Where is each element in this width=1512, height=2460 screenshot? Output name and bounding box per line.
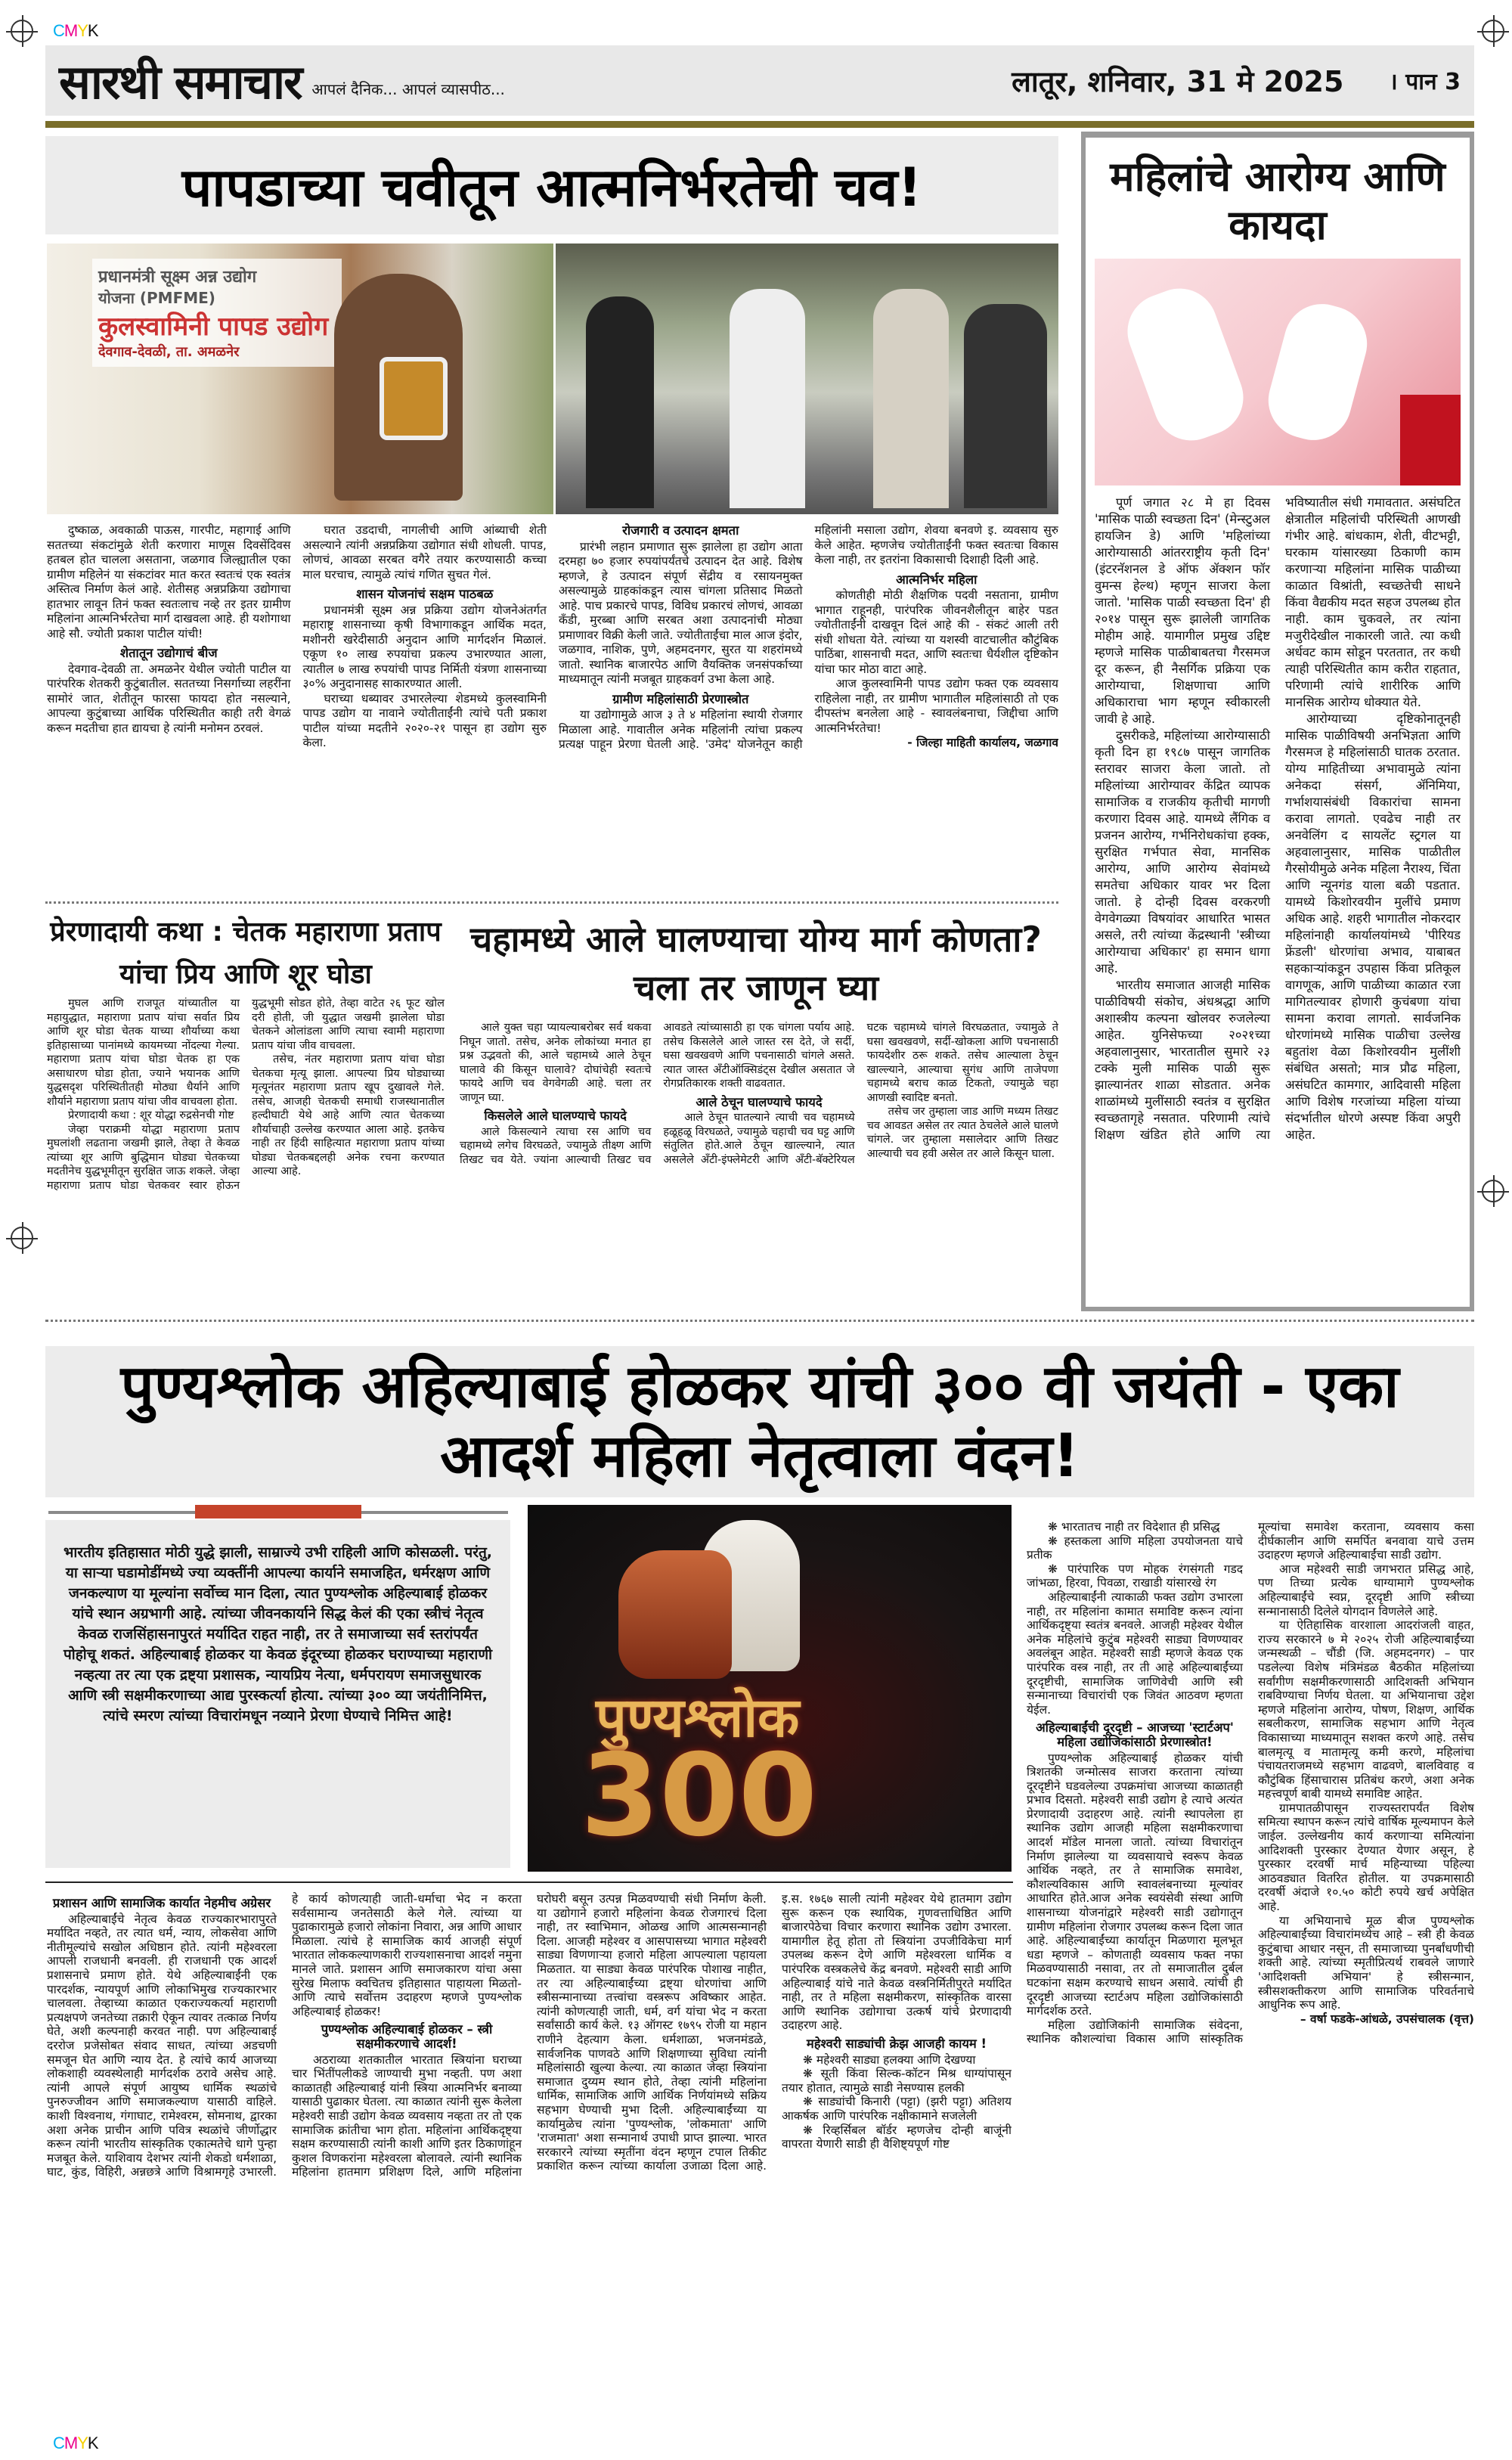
photo-papad-entrepreneurs <box>47 244 553 514</box>
photo-banner: प्रधानमंत्री सूक्ष्म अन्न उद्योग योजना (PMFME) कुलस्वामिनी पापड उद्योग देवगाव-देवळी, ता. अमळनेर <box>92 259 342 367</box>
papad-jar <box>380 357 448 440</box>
page-number: । पान 3 <box>1389 69 1461 95</box>
poster-title: पुण्यश्लोक <box>596 1686 800 1749</box>
paragraph: प्रधानमंत्री सूक्ष्म अन्न प्रक्रिया उद्योग योजनेअंतर्गत महाराष्ट्र शासनाच्या कृषी विभागाकडून आर्थिक मदत, मशीनरी खरेदीसाठी अनुदान आणि मार्गदर्शन मिळालं. एकूण १० लाख रुपयांचा प्रकल्प उभारण्यात आला, त्यातील ७ लाख रुपयांची पापड निर्मिती यंत्रणा शासनाच्या ३०% अनुदानासह साकारण्यात आली. <box>302 603 547 690</box>
paragraph: आज कुलस्वामिनी पापड उद्योग फक्त एक व्यवसाय राहिलेला नाही, तर ग्रामीण भागातील महिलांसाठी तो एक दीपस्तंभ बनलेला आहे - स्वावलंबनाचा, जिद्दीचा आणि आत्मनिर्भरतेचा! <box>814 677 1058 735</box>
divider <box>45 901 1058 904</box>
article-ahilya-body-left <box>47 1892 1012 2421</box>
subheading: शेतातून उद्योगाचं बीज <box>119 646 218 660</box>
paragraph: तसेच, नंतर महाराणा प्रताप यांचा घोडा चेतकचा मृत्यू झाला. आपल्या प्रिय घोड्याच्या मृत्यूनंतर महाराणा प्रताप खूप दुखावले गेले. तसेच, आजही चेतकची समाधी राजस्थानातील हल्दीघाटी येथे आहे आणि त्यात चेतकच्या शौर्याचाही उल्लेख करण्यात आला आहे. इतकेच नाही तर हिंदी साहित्यात महाराणा प्रताप यांच्या घोड्या चेतकबद्दलही अनेक रचना करण्यात आल्या आहे. <box>252 1053 445 1177</box>
article-health-body <box>1095 495 1461 1349</box>
paragraph: आले ठेचून घातल्याने त्याची चव चहामध्ये हळूहळू विरघळते, ज्यामुळे चहाची चव घट्ट आणि संतुलित होते.आले ठेचून खाल्ल्याने, त्यात असलेले अँटी-इंफ्लेमेटरी आणि अँटी-बॅक्टेरियल घटक चहामध्ये चांगले विरघळतात, ज्यामुळे ते घसा खवखवणे, सर्दी-खोकला आणि पचनासाठी फायदेशीर ठरू शकते. तसेच आल्याला ठेचून खाल्ल्याने, आल्याचा सुगंध आणि ताजेपणा चहामध्ये बराच काळ टिकतो, ज्यामुळे चहा आणखी स्वादिष्ट बनतो. <box>663 1022 1058 1166</box>
subheading: अहिल्याबाईंची दूरदृष्टी – आजच्या 'स्टार्टअप' महिला उद्योजिकांसाठी प्रेरणास्त्रोत! <box>1036 1720 1234 1749</box>
divider-bar <box>45 121 1474 128</box>
paragraph: आले किसल्याने त्याचा रस आणि चव चहामध्ये लगेच विरघळते, ज्यामुळे तीक्ष्ण आणि तिखट चव येते. ज्यांना आल्याची तिखट चव आवडते त्यांच्यासाठी हा एक चांगला पर्याय आहे. तसेच किसलेले आले जास्त रस देते, जे सर्दी, घसा खवखवणे आणि पचनासाठी चांगले असते. त्यात जास्त अँटीऑक्सिडंट्स देखील असतात जे रोगप्रतिकारक शक्ती वाढवतात. <box>460 1022 855 1166</box>
paragraph: जेव्हा पराक्रमी योद्धा महाराणा प्रताप मुघलांशी लढताना जखमी झाले, तेव्हा ते केवळ त्यांच्या शूर आणि बुद्धिमान घोड्या चेतकच्या मदतीनेच युद्धभूमीतून सुरक्षित जाऊ शकले. जेव्हा महाराणा प्रताप घोडा चेतकवर स्वार होऊन युद्धभूमी सोडत होते, तेव्हा वाटेत २६ फूट खोल दरी होती, जी युद्धात जखमी झालेला घोडा चेतकने ओलांडला आणि त्याचा स्वामी महाराणा प्रताप यांचा जीव वाचवला. <box>47 997 445 1192</box>
subheading: आत्मनिर्भर महिला <box>896 572 978 587</box>
paragraph: अहिल्याबाईंचे नेतृत्व केवळ राज्यकारभारापुरते मर्यादित नव्हते, तर त्यात धर्म, न्याय, लोकसेवा आणि नीतीमूल्यांचे सखोल अधिष्ठान होते. त्यांनी महेश्वरला आपली राजधानी बनवली. ही राजधानी एक आदर्श प्रशासनाचे प्रमाण होते. येथे अहिल्याबाईंनी एक पारदर्शक, न्यायपूर्ण आणि लोकाभिमुख राज्यकारभार चालवला. तेव्हाच्या काळात एकराज्यकर्त्या महाराणी प्रत्यक्षपणे जनतेच्या तक्रारी ऐकून त्यावर तत्काळ निर्णय घेते, अशी कल्पनाही करवत नाही. पण अहिल्याबाई दररोज प्रजेसोबत संवाद साधत, त्यांच्या अडचणी समजून घेत आणि न्याय देत. हे त्यांचे कार्य आजच्या लोकशाही व्यवस्थेलाही मार्गदर्शक ठरावे असेच आहे. त्यांनी आपले संपूर्ण आयुष्य धार्मिक स्थळांचे पुनरुज्जीवन आणि समाजकल्याण यासाठी वाहिले. काशी विश्वनाथ, गंगाघाट, रामेश्वरम, सोमनाथ, द्वारका अशा अनेक प्राचीन आणि पवित्र स्थळांचे जीर्णोद्धार करून त्यांनी भारतीय सांस्कृतिक एकात्मतेचे धागे पुन्हा मजबूत केले. याशिवाय देशभर त्यांनी शेकडो धर्मशाळा, घाट, कुंड, विहिरी, अन्नछत्रे आणि विश्रामगृहे उभारली. हे कार्य कोणत्याही जाती-धर्माचा भेद न करता सर्वसामान्य जनतेसाठी केले गेले. त्यांच्या या पुढाकारामुळे हजारो लोकांना निवारा, अन्न आणि आधार मिळाला. त्यांचे हे सामाजिक कार्य आजही संपूर्ण भारतात लोककल्याणकारी राज्यशासनाचा आदर्श नमुना मानले जाते. प्रशासन आणि समाजकारण यांचा असा सुरेख मिलाफ क्वचितच इतिहासात पाहायला मिळतो- आणि त्याचे सर्वोत्तम उदाहरण म्हणजे पुण्यश्लोक अहिल्याबाई होळकर! <box>47 1892 522 2179</box>
registration-mark <box>1482 1180 1504 1202</box>
article-tea-body <box>460 1021 1058 1316</box>
paragraph: या ऐतिहासिक वारशाला आदरांजली वाहत, राज्य सरकारने ७ मे २०२५ रोजी अहिल्याबाईंच्या जन्मस्थळी – चौंडी (जि. अहमदनगर) – पार पडलेल्या विशेष मंत्रिमंडळ बैठकीत महिलांच्या सर्वांगीण सक्षमीकरणासाठी आदिशक्ती अभियान राबविण्याचा निर्णय घेतला. या अभियानाचा उद्देश म्हणजे महिलांना आरोग्य, पोषण, शिक्षण, आर्थिक सबलीकरण, सामाजिक सहभाग आणि नेतृत्व विकासाच्या माध्यमातून सशक्त करणे आहे. तसेच बालमृत्यू व मातामृत्यू कमी करणे, महिलांचा पंचायतराजमध्ये सहभाग वाढवणे, बालविवाह व कौटुंबिक हिंसाचारास प्रतिबंध करणे, अशा अनेक महत्त्वपूर्ण बाबी यामध्ये समाविष्ट आहेत. <box>1258 1618 1474 1801</box>
paragraph: तसेच जर तुम्हाला जाड आणि मध्यम तिखट चव आवडत असेल तर त्यात ठेचलेले आले घालणे चांगले. जर तुम्हाला मसालेदार आणि तिखट आल्याची चव हवी असेल तर आले किसून घाला. <box>866 1106 1058 1160</box>
subheading: किसलेले आले घालण्याचे फायदे <box>484 1109 627 1123</box>
photo-menstrual-hygiene <box>1095 259 1461 485</box>
photo-papad-unit-visit <box>556 244 1058 514</box>
health-feature-box <box>1081 132 1474 1311</box>
byline: – वर्षा फडके-आंधळे, उपसंचालक (वृत्त) <box>1300 2012 1474 2026</box>
headline-papad: पापडाच्या चवीतून आत्मनिर्भरतेची चव! <box>45 136 1058 234</box>
paragraph: ❋ पारंपारिक पण मोहक रंगसंगती गडद जांभळा, हिरवा, पिवळा, राखाडी यांसारखे रंग <box>1027 1562 1243 1590</box>
cmyk-mark: CMYK <box>53 21 98 40</box>
edition-date: लातूर, शनिवार, 31 मे 2025 <box>1012 64 1344 98</box>
paragraph: ❋ साड्यांची किनारी (पट्टा) (झरी पट्टा) अतिशय आकर्षक आणि पारंपरिक नक्षीकामाने सजलेली <box>782 2095 1012 2123</box>
subheading: शासन योजनांचं सक्षम पाठबळ <box>356 587 494 601</box>
paragraph: ❋ सूती किंवा सिल्क-कॉटन मिश्र धाग्यांपासून तयार होतात, त्यामुळे साडी नेसण्यास हलकी <box>782 2067 1012 2095</box>
paragraph: अहिल्याबाईंनी त्याकाळी फक्त उद्योग उभारला नाही, तर महिलांना कामात समाविष्ट करून त्यांना आर्थिकदृष्ट्या स्वतंत्र बनवले. आजही महेश्वर येथील अनेक महिलांचे कुटुंब महेश्वरी साड्या विणण्यावर अवलंबून आहेत. महेश्वरी साडी म्हणजे केवळ एक पारंपरिक वस्त्र नाही, तर ती आहे अहिल्याबाईंच्या दूरदृष्टीची, सामाजिक जाणिवेची आणि स्त्री सन्मानाच्या विचारांची एक जिवंत आठवण म्हणता येईल. <box>1027 1590 1243 1717</box>
paragraph: ❋ रिव्हर्सिबल बॉर्डर म्हणजेच दोन्ही बाजूंनी वापरता येणारी साडी ही वैशिष्ट्यपूर्ण गोष्ट <box>782 2123 1012 2151</box>
headline-tea: चहामध्ये आले घालण्याचा योग्य मार्ग कोणता? चला तर जाणून घ्या <box>469 919 1042 1008</box>
paragraph: आले युक्त चहा प्यायल्याबरोबर सर्व थकवा निघून जातो. तसेच, अनेक लोकांच्या मनात हा प्रश्न उद्भवतो की, आले चहामध्ये आले ठेचून घालावे की किसून घालावे? दोघांचेही स्वतःचे फायदे आणि चव वेगवेगळी आहे. चला तर जाणून घ्या. <box>460 1022 652 1104</box>
poster-number: 300 <box>581 1730 818 1862</box>
paragraph: प्रेरणादायी कथा : शूर योद्धा रुद्रसेनची गोष्ट <box>68 1109 234 1121</box>
registration-mark <box>1482 20 1504 42</box>
subheading: रोजगारी व उत्पादन क्षमता <box>622 523 739 538</box>
divider <box>45 1881 1013 1883</box>
paragraph: ❋ भारतातच नाही तर विदेशात ही प्रसिद्ध <box>1048 1520 1220 1534</box>
article-chetak-body <box>47 997 445 1314</box>
paragraph: आरोग्याच्या दृष्टिकोनातूनही मासिक पाळीविषयी अनभिज्ञता आणि गैरसमज हे महिलांसाठी घातक ठरतात. योग्य माहितीच्या अभावामुळे त्यांना अनेकदा संसर्ग, ॲनिमिया, गर्भाशयासंबंधी विकारांचा सामना करावा लागतो. एवढेच नाही तर अनवेलिंग द सायलेंट स्ट्रगल या अहवालानुसार, मासिक पाळीतील गैरसोयीमुळे अनेक महिला नैराश्य, चिंता आणि न्यूनगंड याला बळी पडतात. यामध्ये किशोरवयीन मुलींचे प्रमाण अधिक आहे. शहरी भागातील नोकरदार महिलांनाही कार्यालयांमध्ये 'पीरियड फ्रेंडली' धोरणांचा अभाव, याबाबत सहकाऱ्यांकडून उपहास किंवा प्रतिकूल वागणूक, आणि पाळीच्या काळात रजा मागितल्यावर होणारी कुचंबणा यांचा सामना करावा लागतो. सार्वजनिक धोरणांमध्ये मासिक पाळीचा उल्लेख बहुतांश वेळा किशोरवयीन मुलींशी संबंधित असतो; मात्र प्रौढ महिला, असंघटित कामगार, आदिवासी महिला आणि विशेष गरजांच्या महिला यांच्या संदर्भातील धोरणे अस्पष्ट किंवा अपुरी आहेत. <box>1285 712 1461 1142</box>
paragraph: प्रारंभी लहान प्रमाणात सुरू झालेला हा उद्योग आता दरमहा ७० हजार रुपयांपर्यंतचे उत्पादन देत आहे. विशेष म्हणजे, हे उत्पादन संपूर्ण सेंद्रीय व रसायनमुक्त असल्यामुळे ग्राहकांकडून त्यास चांगला प्रतिसाद मिळतो आहे. पाच प्रकारचे पापड, विविध प्रकारचं लोणचं, आवळा कँडी, मुरब्बा आणि सरबत अशा उत्पादनांची मोठ्या प्रमाणावर विक्री केली जाते. ज्योतीताईंचा माल आज इंदोर, जळगाव, नाशिक, पुणे, अहमदनगर, सुरत या शहरांमध्ये जातो. स्थानिक बाजारपेठ आणि वैयक्तिक जनसंपर्काच्या माध्यमातून त्यांनी मजबूत ग्राहकवर्ग उभा केला आहे. <box>559 539 803 686</box>
registration-mark <box>11 1227 33 1249</box>
paragraph: महिला उद्योजिकांनी सामाजिक संवेदना, स्थानिक कौशल्यांचा विकास आणि सांस्कृतिक मूल्यांचा समावेश करताना, व्यवसाय कसा दीर्घकालीन आणि समर्पित बनवावा याचे उत्तम उदाहरण म्हणजे अहिल्याबाईंचा साडी उद्योग. <box>1027 1520 1474 2046</box>
article-ahilya-body-right <box>1027 1520 1474 2424</box>
subheading: ग्रामीण महिलांसाठी प्रेरणास्त्रोत <box>612 691 749 706</box>
accent-bar <box>195 1505 361 1518</box>
paragraph: ❋ महेश्वरी साड्या हलक्या आणि देखण्या <box>803 2052 976 2067</box>
byline: - जिल्हा माहिती कार्यालय, जळगाव <box>907 736 1058 749</box>
headline-chetak: प्रेरणादायी कथा : चेतक महाराणा प्रताप यांचा प्रिय आणि शूर घोडा <box>50 917 442 990</box>
paragraph: ग्रामपातळीपासून राज्यस्तरापर्यंत विशेष समित्या स्थापन करून त्यांचे वार्षिक मूल्यमापन केले जाईल. उल्लेखनीय कार्य करणाऱ्या समित्यांना आदिशक्ती पुरस्कार देण्यात येणार असून, हे पुरस्कार दरवर्षी मार्च महिन्याच्या पहिल्या आठवड्यात वितरित होतील. या उपक्रमासाठी दरवर्षी अंदाजे १०.५० कोटी रुपये खर्च अपेक्षित आहे. <box>1258 1801 1474 1914</box>
paragraph: भारतीय समाजात आजही मासिक पाळीविषयी संकोच, अंधश्रद्धा आणि अशास्त्रीय कल्पना खोलवर रुजलेल्या आहेत. युनिसेफच्या २०२१च्या अहवालानुसार, भारतातील सुमारे २३ टक्के मुली मासिक पाळी सुरू झाल्यानंतर शाळा सोडतात. अनेक शाळांमध्ये मुलींसाठी स्वतंत्र व सुरक्षित स्वच्छतागृहे नसतात. परिणामी त्यांचे शिक्षण खंडित होते आणि त्या भविष्यातील संधी गमावतात. असंघटित क्षेत्रातील महिलांची परिस्थिती आणखी गंभीर आहे. बांधकाम, शेती, वीटभट्टी, घरकाम यांसारख्या ठिकाणी काम करणाऱ्या महिलांना मासिक पाळीच्या काळात विश्रांती, स्वच्छतेची साधने किंवा वैद्यकीय मदत सहज उपलब्ध होत नाही. काम चुकवले, तर त्यांना मजुरीदेखील नाकारली जाते. त्या कधी अर्धवट काम सोडून परततात, तर कधी त्याही परिस्थितीत काम करीत राहतात, परिणामी त्यांचे शारीरिक आणि मानसिक आरोग्य धोक्यात येते. <box>1095 495 1461 1142</box>
headline-ahilya: पुण्यश्लोक अहिल्याबाई होळकर यांची ३०० वी जयंती - एका आदर्श महिला नेतृत्वाला वंदन! <box>45 1346 1474 1497</box>
paragraph: या अभियानाचे मूळ बीज पुण्यश्लोक अहिल्याबाईंच्या विचारांमध्येच आहे – स्त्री ही केवळ कुटुंबाचा आधार नसून, ती समाजाच्या पुनर्बांधणीची शक्ती आहे. त्यांच्या स्मृतीप्रित्यर्थ राबवले जाणारे 'आदिशक्ती अभियान' हे स्त्रीसन्मान, स्त्रीसशक्तीकरण आणि सामाजिक परिवर्तनाचे आधुनिक रूप आहे. <box>1258 1913 1474 2012</box>
paragraph: अठराव्या शतकातील भारतात स्त्रियांना घराच्या चार भिंतींपलीकडे जाण्याची मुभा नव्हती. पण अशा काळातही अहिल्याबाई यांनी स्त्रिया आत्मनिर्भर बनाव्या यासाठी पुढाकार घेतला. त्या काळात त्यांनी सुरू केलेला महेश्वरी साडी उद्योग केवळ व्यवसाय नव्हता तर तो एक सामाजिक क्रांतीचा भाग होता. महिलांना आर्थिकदृष्ट्या सक्षम करण्यासाठी त्यांनी काशी आणि इतर ठिकाणांहून कुशल विणकरांना महेश्वरला बोलावले. त्यांनी स्थानिक महिलांना हातमाग प्रशिक्षण दिले, आणि महिलांना घरोघरी बसून उत्पन्न मिळवण्याची संधी निर्माण केली. या उद्योगाने हजारो महिलांना केवळ रोजगारचं दिला नाही, तर स्वाभिमान, ओळख आणि आत्मसन्मानही दिला. आजही महेश्वर व आसपासच्या भागात महेश्वरी साड्या विणणाऱ्या हजारो महिला आपल्याला पहायला मिळतात. या साड्या केवळ पारंपरिक पोशाख नाहीत, तर त्या अहिल्याबाईंच्या द्रष्ट्या धोरणांचा आणि स्त्रीसन्मानाच्या तत्त्वांचा वस्त्ररूप अविष्कार आहेत. त्यांनी कोणत्याही जाती, धर्म, वर्ग यांचा भेद न करता सर्वांसाठी कार्य केले. १३ ऑगस्ट १७९५ रोजी या महान राणीने देहत्याग केला. धर्मशाळा, भजनमंडळे, सार्वजनिक पाणवठे आणि शिक्षणाच्या सुविधा त्यांनी महिलांसाठी खुल्या केल्या. त्या काळात जेव्हा स्त्रियांना समाजात दुय्यम स्थान होते, तेव्हा त्यांनी महिलांना धार्मिक, सामाजिक आणि आर्थिक निर्णयांमध्ये सक्रिय सहभाग घेण्याची मुभा दिली. अहिल्याबाईंच्या या कार्यामुळेच त्यांना 'पुण्यश्लोक, 'लोकमाता' आणि 'राजमाता' अशा सन्मानार्थ उपाधी प्राप्त झाल्या. भारत सरकारने त्यांच्या स्मृतींना वंदन म्हणून टपाल तिकीट प्रकाशित करून त्यांच्या कार्याला उजाळा दिला आहे. इ.स. १७६७ साली त्यांनी महेश्वर येथे हातमाग उद्योग सुरू करून एक स्थायिक, गुणवत्ताधिष्ठित आणि बाजारपेठेचा विचार करणारा स्थानिक उद्योग उभारला. यामागील हेतू होता तो स्त्रियांना उपजीविकेचा मार्ग उपलब्ध करून देणे आणि महेश्वरला धार्मिक व पारंपरिक वस्त्रकलेचे केंद्र बनवणे. महेश्वरी साडी आणि अहिल्याबाई यांचे नाते केवळ वस्त्रनिर्मितीपुरते मर्यादित नाही, तर ते महिला सक्षमीकरण, सांस्कृतिक वारसा आणि स्थानिक उद्योगाचा उत्कर्ष यांचे प्रेरणादायी उदाहरण आहे. <box>292 1892 1012 2179</box>
paragraph: दुष्काळ, अवकाळी पाऊस, गारपीट, महागाई आणि सततच्या संकटांमुळे शेती करणारा माणूस दिवसेंदिवस हतबल होत चालला असताना, जळगाव जिल्ह्यातील एका ग्रामीण महिलेनं या संकटांवर मात करत स्वतःचं एक स्वतंत्र अस्तित्व निर्माण केलं आहे. शेतीसह अन्नप्रक्रिया उद्योगाचा हातभार लावून तिनं फक्त स्वतःलाच नव्हे तर इतर ग्रामीण महिलांना आत्मनिर्भरतेचा मार्ग दाखवला आहे. ही यशोगाथा आहे सौ. ज्योती प्रकाश पाटील यांची! <box>47 523 291 641</box>
registration-mark <box>11 20 33 42</box>
headline-health: महिलांचे आरोग्य आणि कायदा <box>1110 153 1445 249</box>
paragraph: पुण्यश्लोक अहिल्याबाई होळकर यांची त्रिशतकी जन्मोत्सव साजरा करताना त्यांच्या दूरदृष्टीने घडवलेल्या उपक्रमांचा आजच्या काळातही प्रभाव दिसतो. महेश्वरी साडी उद्योग हे त्याचे अत्यंत प्रेरणादायी उदाहरण आहे. त्यांनी स्थापलेला हा स्थानिक उद्योग आजही महिला सक्षमीकरणाचा आदर्श मॉडेल मानला जातो. त्यांच्या विचारांतून निर्माण झालेल्या या व्यवसायाचे स्वरूप केवळ आर्थिक नव्हते, तर ते सामाजिक समावेश, कौशल्यविकास आणि स्वावलंबनाच्या मूल्यांवर आधारित होते.आज अनेक स्वयंसेवी संस्था आणि शासनाच्या योजनांद्वारे महेश्वरी साडी उद्योगातून ग्रामीण महिलांना रोजगार उपलब्ध करून दिला जात आहे. अहिल्याबाईंच्या कार्यातून मिळणारा मूलभूत धडा म्हणजे – कोणताही व्यवसाय फक्त नफा मिळवण्यासाठी नसावा, तर तो समाजातील दुर्बल घटकांना सक्षम करण्याचे साधन असावे. त्यांची ही दूरदृष्टी आजच्या स्टार्टअप महिला उद्योजिकांसाठी मार्गदर्शक ठरते. <box>1027 1751 1243 2018</box>
subheading: महेश्वरी साड्यांची क्रेझ आजही कायम ! <box>806 2036 987 2051</box>
paragraph: या उद्योगामुळे आज ३ ते ४ महिलांना स्थायी रोजगार मिळाला आहे. गावातील अनेक महिलांनी त्यांचा प्रकल्प प्रत्यक्ष पाहून प्रेरणा घेतली आहे. 'उमेद' योजनेतून काही महिलांनी मसाला उद्योग, शेवया बनवणे इ. व्यवसाय सुरु केले आहेत. म्हणजेच ज्योतीताईंनी फक्त स्वतःचा विकास केला नाही, तर इतरांना विकासाची दिशाही दिली आहे. <box>559 523 1058 751</box>
paragraph: आज महेश्वरी साडी जगभरात प्रसिद्ध आहे, पण तिच्या प्रत्येक धाग्यामागे पुण्यश्लोक अहिल्याबाईंचे स्वप्न, दूरदृष्टी आणि स्त्रीच्या सन्मानासाठी दिलेले योगदान विणलेले आहे. <box>1258 1562 1474 1618</box>
article-papad-body <box>47 523 1058 898</box>
subheading: पुण्यश्लोक अहिल्याबाई होळकर – स्त्री सक्षमीकरणाचे आदर्श! <box>321 2022 493 2051</box>
paragraph: दुसरीकडे, महिलांच्या आरोग्यासाठी कृती दिन हा १९८७ पासून जागतिक स्तरावर साजरा केला जातो. तो महिलांच्या आरोग्यावर केंद्रित व्यापक सामाजिक व राजकीय कृतीची मागणी करणारा दिवस आहे. यामध्ये लैंगिक व प्रजनन आरोग्य, गर्भनिरोधकांचा हक्क, सुरक्षित गर्भपात सेवा, मानसिक आरोग्य, आणि आरोग्य सेवांमध्ये समतेचा अधिकार यावर भर दिला जातो. हे दोन्ही दिवस वरकरणी वेगवेगळ्या विषयांवर आधारित भासत असले, तरी त्यांच्या केंद्रस्थानी 'स्त्रीच्या आरोग्याचा अधिकार' हा समान धागा आहे. <box>1095 728 1270 976</box>
ahilya-poster-image <box>528 1505 1012 1872</box>
paragraph: घरात उडदाची, नागलीची आणि आंब्याची शेती असल्याने त्यांनी अन्नप्रक्रिया उद्योगात संधी शोधली. पापड, लोणचं, आवळा सरबत वगैरे तयार करण्यासाठी कच्चा माल घरचाच, त्यामुळे त्यांचं गणित सुचत गेलं. <box>302 523 547 582</box>
paragraph: घराच्या धब्यावर उभारलेल्या शेडमध्ये कुलस्वामिनी पापड उद्योग या नावाने ज्योतीताईंनी त्यांचे पती प्रकाश पाटील यांच्या मदतीने २०२०-२१ पासून हा उद्योग सुरु केला. <box>302 691 547 749</box>
paragraph: पूर्ण जगात २८ मे हा दिवस 'मासिक पाळी स्वच्छता दिन' (मेन्स्टुअल हायजिन डे) आणि 'महिलांच्या आरोग्यासाठी आंतरराष्ट्रीय कृती दिन' (इंटरनॅशनल डे ऑफ ॲक्शन फॉर वुमन्स हेल्थ) म्हणून साजरा केला जातो. 'मासिक पाळी स्वच्छता दिन' ही २०१४ पासून सुरू झालेली जागतिक मोहीम आहे. यामागील प्रमुख उद्दिष्ट म्हणजे मासिक पाळीबाबतचा गैरसमज दूर करून, ही नैसर्गिक प्रक्रिया एक आरोग्याचा, शिक्षणाचा आणि अधिकाराचा भाग म्हणून स्वीकारली जावी हे आहे. <box>1095 495 1270 726</box>
paragraph: मुघल आणि राजपूत यांच्यातील या महायुद्धात, महाराणा प्रताप यांचा सर्वात प्रिय आणि शूर घोडा चेतक याच्या शौर्याच्या कथा इतिहासाच्या पानांमध्ये कायमच्या नोंदल्या गेल्या. महाराणा प्रताप यांचा घोडा चेतक हा एक असाधारण घोडा होता, ज्याने भयानक आणि युद्धसदृश परिस्थितीतही मोठ्या धैर्याने आणि शौर्याने महाराणा प्रताप यांचा जीव वाचवला होता. <box>47 997 240 1108</box>
tagline: आपलं दैनिक... आपलं व्यासपीठ... <box>311 80 505 98</box>
subheading: आले ठेचून घालण्याचे फायदे <box>696 1094 823 1109</box>
subheading: प्रशासन आणि सामाजिक कार्यात नेहमीच अग्रेसर <box>52 1896 271 1910</box>
newspaper-logo: सारथी समाचार <box>59 54 302 110</box>
paragraph: कोणतीही मोठी शैक्षणिक पदवी नसताना, ग्रामीण भागात राहूनही, पारंपरिक जीवनशैलीतून बाहेर पडत ज्योतीताईंनी दाखवून दिलं आहे की - संकटं आली तरी संधी शोधता येते. त्यांच्या या यशस्वी वाटचालीत कौटुंबिक पाठिंबा, शासनाची मदत, आणि स्वतःचा धैर्यशील दृष्टिकोन यांचा फार मोठा वाटा आहे. <box>814 588 1058 676</box>
ahilya-intro: भारतीय इतिहासात मोठी युद्धे झाली, साम्राज्ये उभी राहिली आणि कोसळली. परंतु, या साऱ्या घडामोडींमध्ये ज्या व्यक्तींनी आपल्या कार्याने समाजहित, धर्मरक्षण आणि जनकल्याण या मूल्यांना सर्वोच्च मान दिला, त्यात पुण्यश्लोक अहिल्याबाई होळकर यांचे स्थान अग्रभागी आहे. त्यांच्या जीवनकार्याने सिद्ध केलं की एका स्त्रीचं नेतृत्व केवळ राजसिंहासनापुरतं मर्यादित राहत नाही, तर ते समाजाच्या सर्व स्तरांपर्यंत पोहोचू शकतं. अहिल्याबाई होळकर या केवळ इंदूरच्या होळकर घराण्याच्या महाराणी नव्हत्या तर त्या एक द्रष्ट्या प्रशासक, न्यायप्रिय नेत्या, धर्मपरायण समाजसुधारक आणि स्त्री सक्षमीकरणाच्या आद्य पुरस्कर्त्या होत्या. त्यांच्या ३०० व्या जयंतीनिमित्त, त्यांचे स्मरण त्यांच्या विचारांमधून नव्याने प्रेरणा घेण्याचे निमित्त आहे! <box>45 1520 510 1868</box>
masthead <box>45 45 1474 116</box>
paragraph: ❋ हस्तकला आणि महिला उपयोजनता याचे प्रतीक <box>1027 1534 1243 1562</box>
cmyk-mark: CMYK <box>53 2434 98 2452</box>
paragraph: देवगाव-देवळी ता. अमळनेर येथील ज्योती पाटील या पारंपरिक शेतकरी कुटुंबातील. सततच्या निसर्गाच्या लहरींना सामोरं जात, शेतीतून फारसा फायदा होत नसल्याने, आपल्या कुटुंबाच्या आर्थिक परिस्थितीत काही तरी वेगळं करून मदतीचा हात द्यायचा हे त्यांनी मनोमन ठरवलं. <box>47 662 291 735</box>
